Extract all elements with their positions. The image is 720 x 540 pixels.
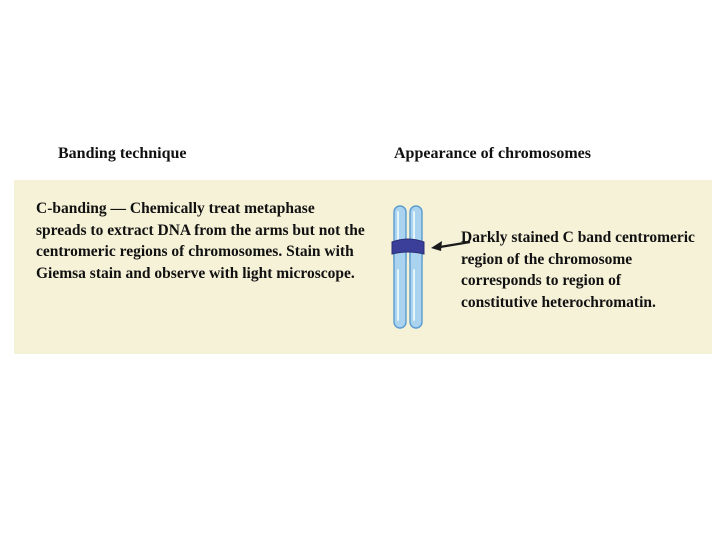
pointer-arrowhead — [431, 241, 442, 251]
c-banding-row — [14, 180, 712, 354]
chromatid-left-lower — [394, 248, 406, 328]
appearance-description: Darkly stained C band centromeric region of the chromosome corresponds to region of constitutive heterochromatin. — [461, 229, 695, 311]
banding-technique-header: Banding technique — [58, 145, 187, 162]
technique-description: C-banding — Chemically treat metaphase spreads to extract DNA from the arms but not the centromeric regions of chromosomes. Stain with Giemsa stain and observe with light microscope. — [36, 200, 365, 282]
c-band-centromere — [392, 239, 424, 254]
chromatid-right-lower — [410, 248, 422, 328]
appearance-header: Appearance of chromosomes — [394, 145, 592, 162]
